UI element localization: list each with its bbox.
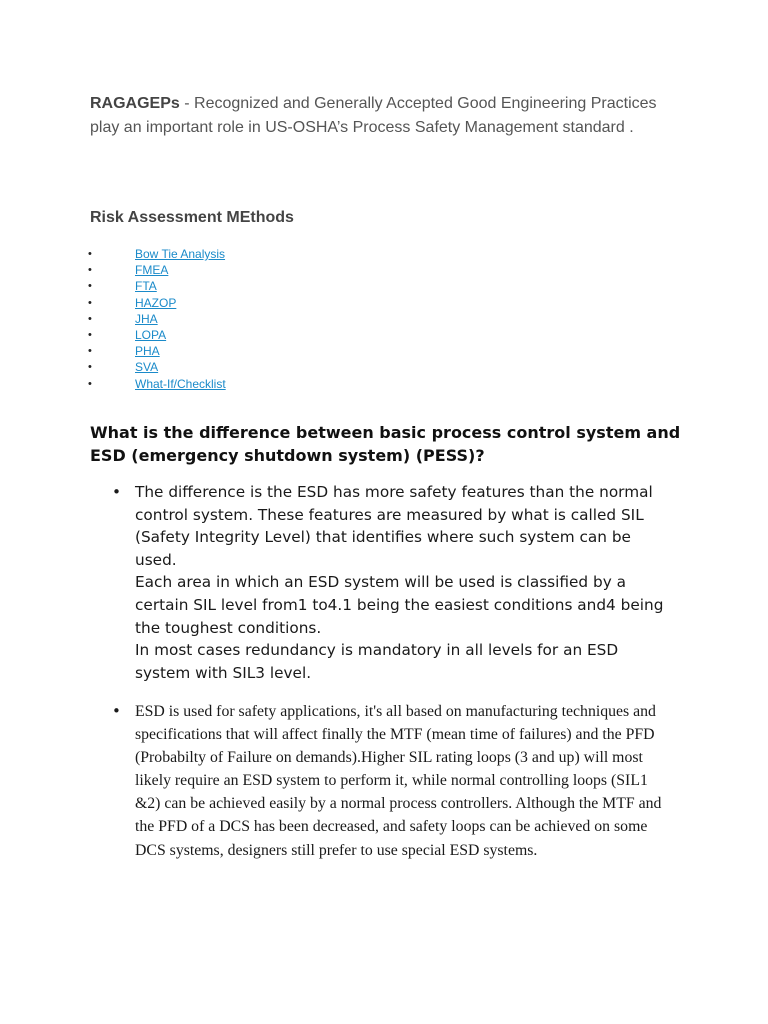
bullet-icon: • (112, 702, 121, 720)
method-link-lopa[interactable]: LOPA (135, 327, 167, 342)
answer-1-paragraph-1: The difference is the ESD has more safety features than the normal control system. These features are measured by what is called SIL (Safety Integrity Level) that identifies where such system can be used. (135, 483, 653, 569)
bullet-icon: • (88, 280, 92, 293)
method-link-pha[interactable]: PHA (135, 344, 160, 359)
method-link-what-if[interactable]: What-If/Checklist (135, 376, 226, 391)
bullet-icon: • (88, 248, 92, 260)
method-link-bow-tie[interactable]: Bow Tie Analysis (135, 247, 226, 261)
answer-2-body: ESD is used for safety applications, it's all based on manufacturing techniques and specifications that will affect finally the MTF (mean time of failures) and the PFD (Probabilty of Failure on demands).Higher SIL rating loops (3 and up) will most likely require an ESD system to perform it, while normal controlling loops (SIL1 &2) can be achieved easily by a normal process controllers. Although the MTF and the PFD of a DCS has been decreased, and safety loops can be achieved on some DCS systems, designers still prefer to use special ESD systems. (135, 703, 662, 859)
question-heading: What is the difference between basic process control system and ESD (emergency shutdown system) (PESS)? (90, 423, 681, 465)
methods-heading: Risk Assessment MEthods (90, 209, 294, 226)
bullet-icon: • (88, 377, 92, 390)
intro-text: - Recognized and Generally Accepted Good Engineering Practices play an important role in US-OSHA’s Process Safety Management standard . (90, 95, 657, 136)
list-item (0, 343, 400, 359)
list-item (0, 262, 400, 278)
method-link-sva[interactable]: SVA (135, 360, 159, 375)
bullet-icon: • (88, 345, 92, 358)
bullet-icon: • (112, 483, 122, 501)
ragageps-term: RAGAGEPs (90, 95, 180, 112)
bullet-icon: • (88, 264, 92, 277)
method-link-fta[interactable]: FTA (135, 279, 157, 294)
list-item (0, 311, 400, 327)
methods-list (0, 246, 400, 392)
intro-paragraph (90, 92, 680, 139)
bullet-icon: • (88, 328, 92, 341)
bullet-icon: • (88, 312, 92, 325)
answer-1-paragraph-2: Each area in which an ESD system will be used is classified by a certain SIL level from1 to4.1 being the easiest conditions and4 being the toughest conditions. (135, 573, 664, 637)
list-item (0, 295, 400, 311)
list-item (0, 376, 400, 392)
answer-1-paragraph-3: In most cases redundancy is mandatory in all levels for an ESD system with SIL3 level. (135, 641, 619, 682)
list-item (0, 359, 400, 375)
method-link-hazop[interactable]: HAZOP (135, 295, 177, 310)
list-item (0, 278, 400, 294)
answer-1-body (135, 481, 675, 684)
bullet-icon: • (88, 361, 92, 374)
method-link-jha[interactable]: JHA (135, 311, 158, 326)
method-link-fmea[interactable]: FMEA (135, 263, 169, 278)
list-item (0, 327, 400, 343)
list-item (0, 246, 400, 262)
bullet-icon: • (88, 296, 92, 309)
